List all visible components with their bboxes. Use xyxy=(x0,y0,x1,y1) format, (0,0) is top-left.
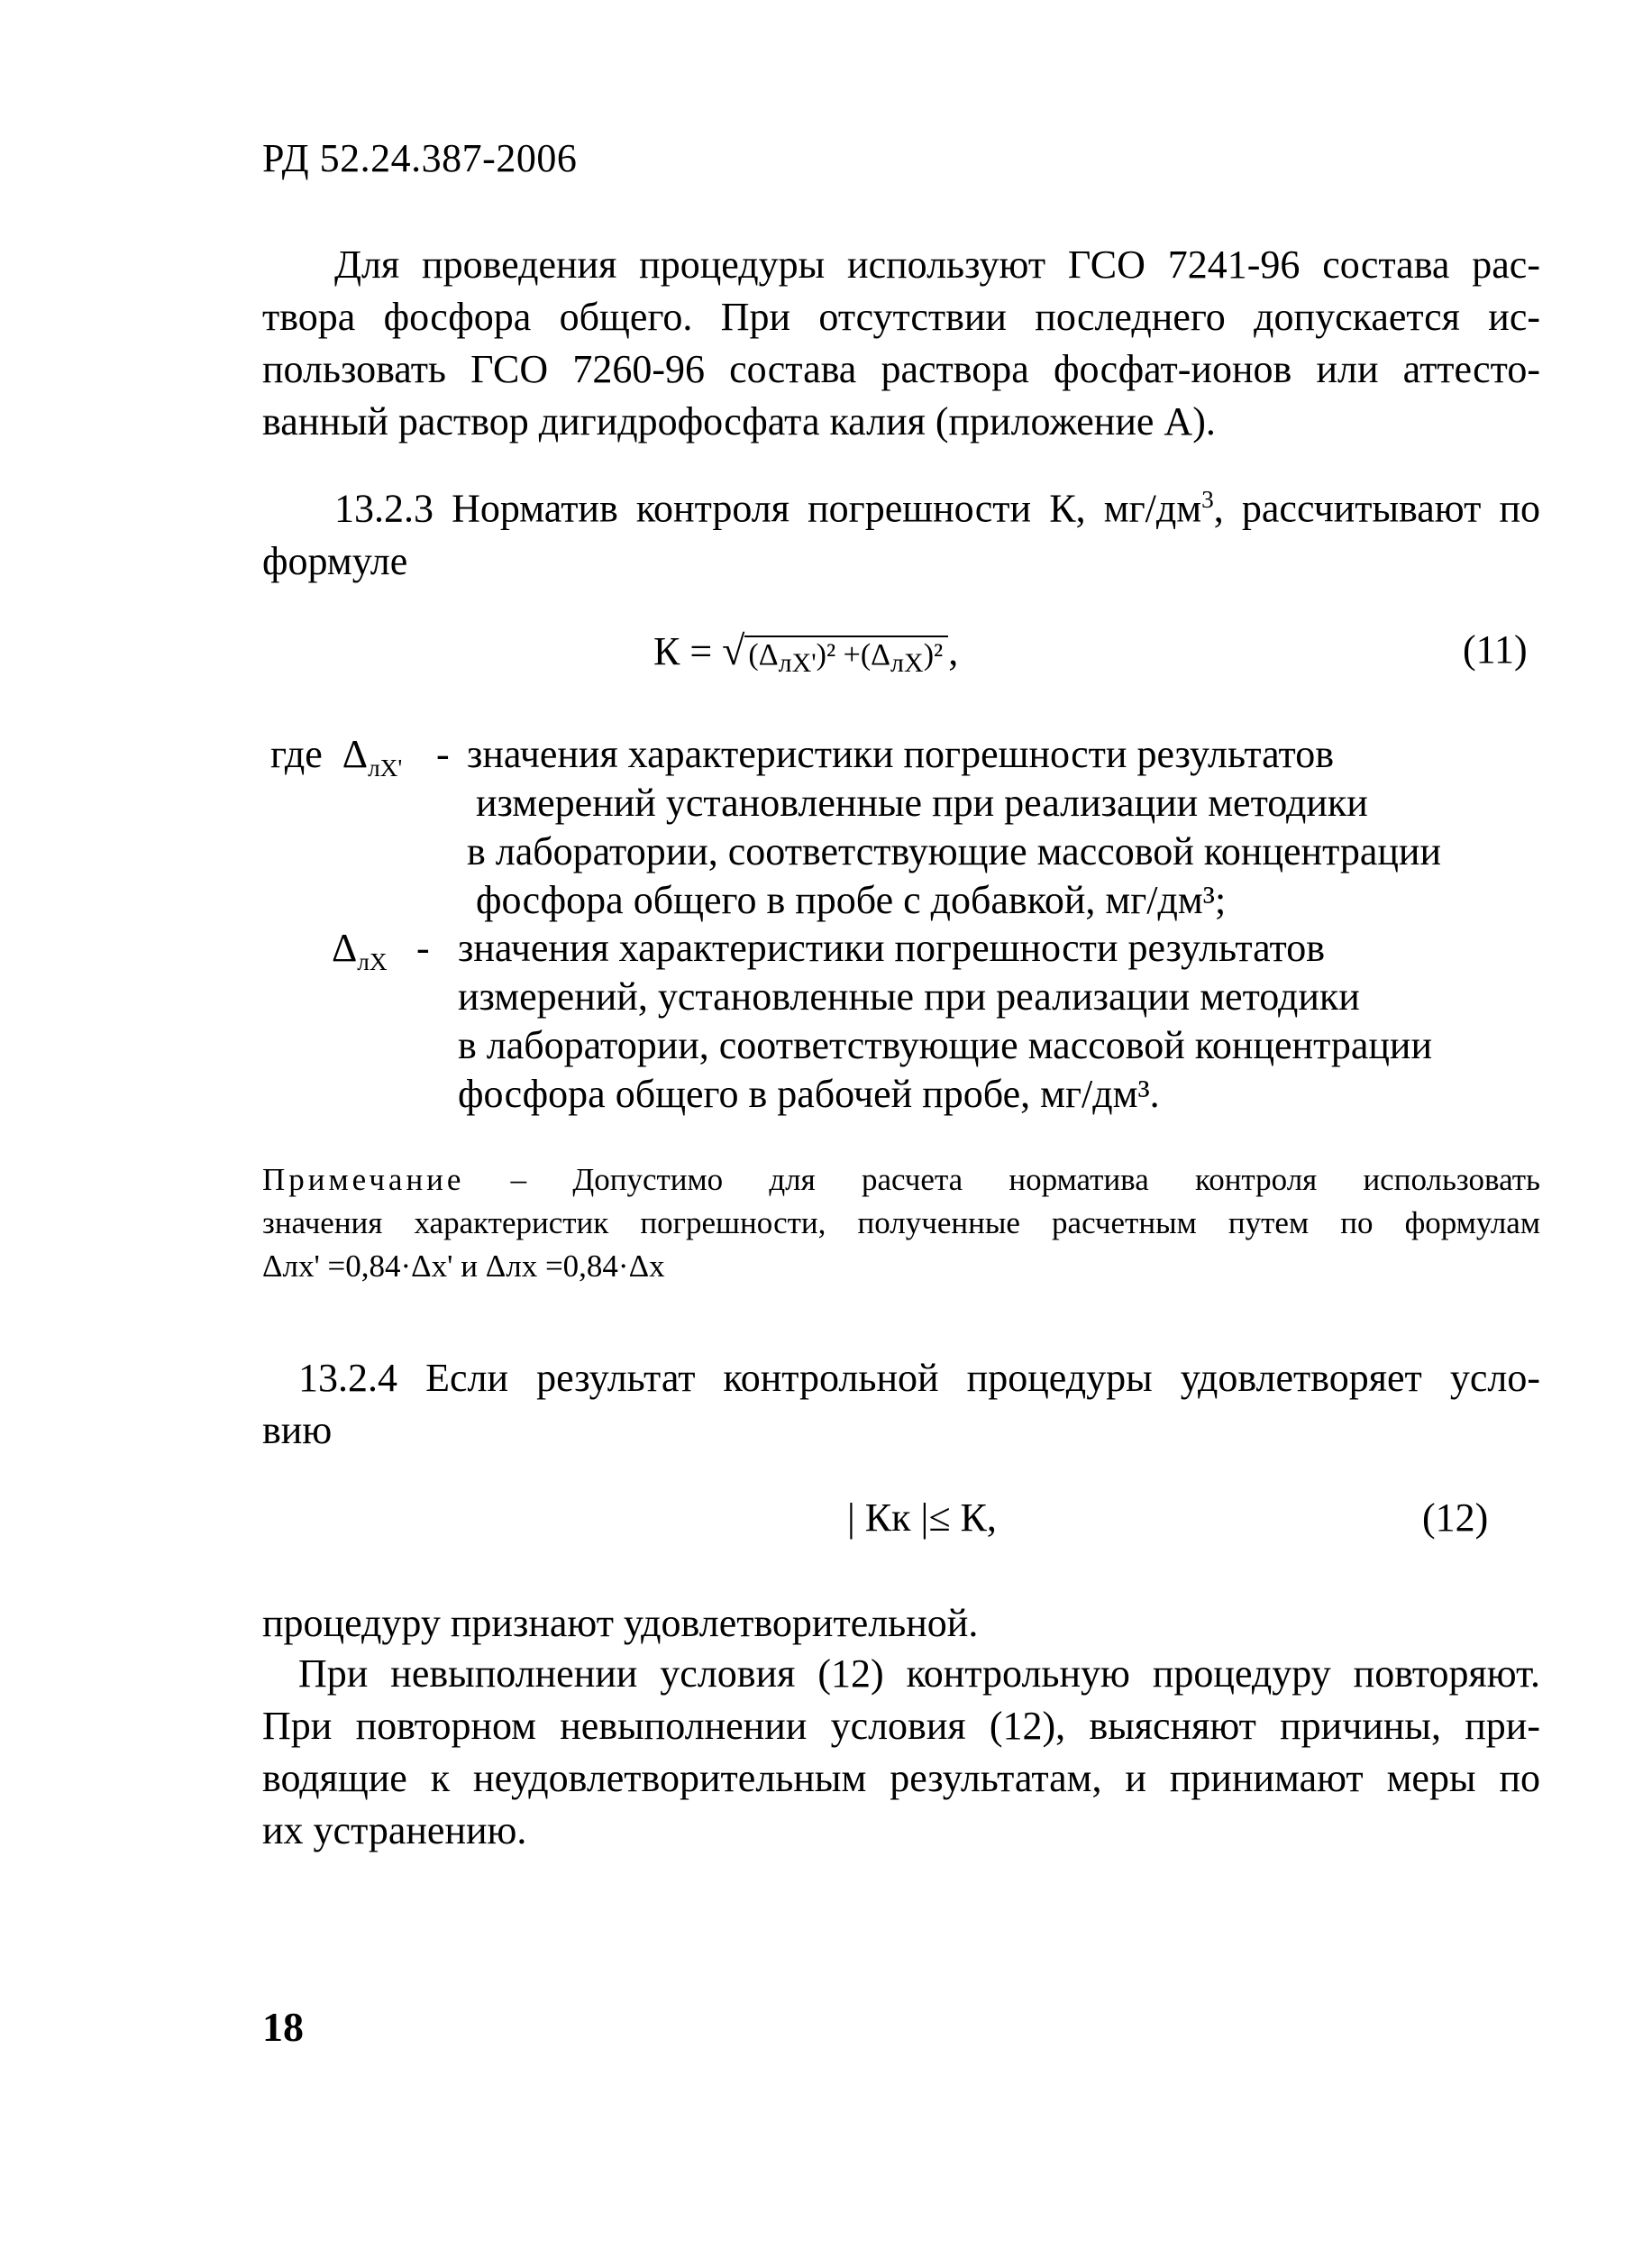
paragraph-conclusion xyxy=(262,1597,1540,1650)
square-root: $(\Delta_{лX'})^2 +(\Delta_{лX})^2$ xyxy=(744,636,948,681)
symbol-2: $\Delta_{лX}$ xyxy=(332,926,388,975)
text-line: Для проведения процедуры используют ГСО 7241-96 состава рас- xyxy=(334,242,1540,287)
text-line: твора фосфора общего. При отсутствии последнего допускается ис- xyxy=(262,295,1540,339)
text-line: вию xyxy=(262,1408,333,1452)
text-line: формуле xyxy=(262,538,408,583)
formula-12: | Кк |≤ К, xyxy=(847,1495,997,1540)
paragraph-repeat xyxy=(262,1648,1540,1857)
text-line: 13.2.4 Если результат контрольной процедуры удовлетворяет усло- xyxy=(298,1356,1540,1400)
note-label: Примечание xyxy=(262,1162,465,1197)
equation-number-12: (12) xyxy=(1422,1495,1489,1540)
text-line: процедуру признают удовлетворительной. xyxy=(262,1601,979,1645)
dash: - xyxy=(416,926,430,970)
page-number: 18 xyxy=(262,2004,304,2050)
equation-number-11: (11) xyxy=(1463,627,1528,672)
where-label: где $\Delta_{лX'}$ xyxy=(270,732,403,782)
text-line: 13.2.3 Норматив контроля погрешности К, $мг/дм^3$, рассчитывают по xyxy=(334,486,1541,531)
text-line: ванный раствор дигидрофосфата калия (приложение А). xyxy=(262,399,1216,444)
definition-2: значения характеристики погрешности результатов измерений, установленные при реализации методики в лаборатории, соответствующие массовой концентрации фосфора общего в рабочей пробе, мг/дм³. xyxy=(458,926,1433,1116)
definition-1: значения характеристики погрешности результатов измерений установленные при реализации методики в лаборатории, соответствующие массовой концентрации фосфора общего в пробе с добавкой, мг/дм³; xyxy=(467,732,1442,922)
paragraph-gso xyxy=(262,239,1540,448)
dash: - xyxy=(436,732,450,776)
note: Примечание – Допустимо для расчета норматива контроля использовать значения характеристик погрешности, полученные расчетным путем по формулам Δлx' =0,84·Δx' и Δлx =0,84·Δx xyxy=(262,1162,1540,1284)
text-line: При невыполнении условия (12) контрольную процедуру повторяют. xyxy=(298,1651,1540,1696)
text-line: их устранению. xyxy=(262,1808,527,1852)
document-number: РД 52.24.387-2006 xyxy=(262,136,578,180)
paragraph-13-2-3 xyxy=(262,473,1540,588)
text-line: При повторном невыполнении условия (12), выясняют причины, при- xyxy=(262,1704,1540,1748)
paragraph-13-2-4 xyxy=(262,1352,1540,1457)
text-line: водящие к неудовлетворительным результатам, и принимают меры по xyxy=(262,1756,1540,1800)
text-line: пользовать ГСО 7260-96 состава раствора фосфат-ионов или аттесто- xyxy=(262,347,1540,391)
formula-11: К = √ $(\Delta_{лX'})^2 +(\Delta_{лX})^2$ , xyxy=(653,626,958,681)
